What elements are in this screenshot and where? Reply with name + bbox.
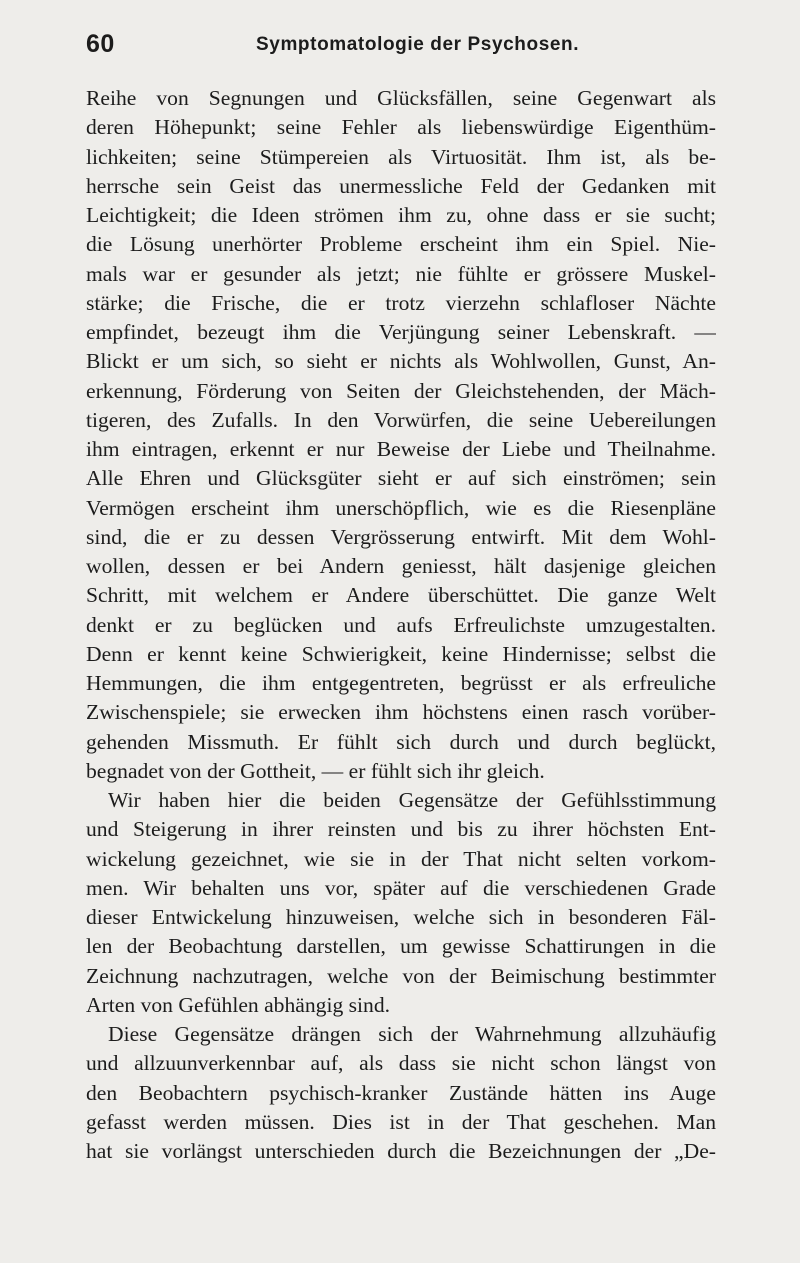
- text-line: Hemmungen, die ihm entgegentreten, begrüsst er als erfreuliche: [86, 671, 716, 695]
- text-line: Blickt er um sich, so sieht er nichts als Wohlwollen, Gunst, An-: [86, 349, 716, 374]
- text-line: Leichtigkeit; die Ideen strömen ihm zu, ohne dass er sie sucht;: [86, 203, 716, 227]
- text-line: die Lösung unerhörter Probleme erscheint ihm ein Spiel. Nie-: [86, 232, 716, 257]
- paragraph-end-line: Arten von Gefühlen abhängig sind.: [86, 992, 391, 1017]
- text-line: erkennung, Förderung von Seiten der Gleichstehenden, der Mäch-: [86, 378, 716, 403]
- running-head-title: Symptomatologie der Psychosen.: [256, 34, 580, 55]
- paragraph-end-line: begnadet von der Gottheit, — er fühlt sich ihr gleich.: [86, 758, 545, 783]
- text-line: len der Beobachtung darstellen, um gewisse Schattirungen in die: [86, 934, 716, 959]
- text-line: dieser Entwickelung hinzuweisen, welche sich in besonderen Fäl-: [86, 905, 716, 929]
- text-line: Reihe von Segnungen und Glücksfällen, seine Gegenwart als: [86, 86, 716, 110]
- text-line: wollen, dessen er bei Andern geniesst, hält dasjenige gleichen: [86, 554, 716, 578]
- text-line: stärke; die Frische, die er trotz vierzehn schlafloser Nächte: [86, 290, 716, 315]
- text-line: hat sie vorlängst unterschieden durch die Bezeichnungen der „De-: [86, 1139, 716, 1163]
- text-line: deren Höhepunkt; seine Fehler als liebenswürdige Eigenthüm-: [86, 115, 716, 140]
- text-line: gefasst werden müssen. Dies ist in der That geschehen. Man: [86, 1109, 716, 1134]
- text-line: lichkeiten; seine Stümpereien als Virtuosität. Ihm ist, als be-: [86, 144, 716, 169]
- text-line: Zeichnung nachzutragen, welche von der Beimischung bestimmter: [86, 963, 716, 988]
- running-head: [86, 30, 716, 60]
- text-line: ihm eintragen, erkennt er nur Beweise der Liebe und Theilnahme.: [86, 437, 716, 461]
- text-line: gehenden Missmuth. Er fühlt sich durch und durch beglückt,: [86, 729, 716, 754]
- text-line: wickelung gezeichnet, wie sie in der That nicht selten vorkom-: [86, 846, 716, 871]
- text-line: und Steigerung in ihrer reinsten und bis zu ihrer höchsten Ent-: [86, 817, 716, 842]
- text-line: Zwischenspiele; sie erwecken ihm höchstens einen rasch vorüber-: [86, 700, 716, 725]
- text-line: Schritt, mit welchem er Andere überschüttet. Die ganze Welt: [86, 583, 716, 608]
- text-line: Vermögen erscheint ihm unerschöpflich, wie es die Riesenpläne: [86, 495, 716, 520]
- text-line: Denn er kennt keine Schwierigkeit, keine Hindernisse; selbst die: [86, 641, 716, 666]
- page-number: 60: [86, 30, 115, 58]
- text-line: men. Wir behalten uns vor, später auf die verschiedenen Grade: [86, 875, 716, 900]
- text-line: den Beobachtern psychisch-kranker Zustände hätten ins Auge: [86, 1080, 716, 1105]
- text-line: herrsche sein Geist das unermessliche Feld der Gedanken mit: [86, 173, 716, 198]
- text-line: Alle Ehren und Glücksgüter sieht er auf sich einströmen; sein: [86, 466, 716, 491]
- paragraph-start-line: Diese Gegensätze drängen sich der Wahrnehmung allzuhäufig: [108, 1022, 716, 1046]
- text-line: mals war er gesunder als jetzt; nie fühlte er grössere Muskel-: [86, 261, 716, 286]
- text-line: denkt er zu beglücken und aufs Erfreulichste umzugestalten.: [86, 612, 716, 637]
- text-line: sind, die er zu dessen Vergrösserung entwirft. Mit dem Wohl-: [86, 524, 716, 549]
- text-line: und allzuunverkennbar auf, als dass sie nicht schon längst von: [86, 1051, 716, 1076]
- paragraph-start-line: Wir haben hier die beiden Gegensätze der Gefühlsstimmung: [108, 788, 716, 812]
- text-line: empfindet, bezeugt ihm die Verjüngung seiner Lebenskraft. —: [86, 320, 716, 344]
- text-line: tigeren, des Zufalls. In den Vorwürfen, die seine Uebereilungen: [86, 407, 716, 432]
- body-text: [86, 84, 716, 1166]
